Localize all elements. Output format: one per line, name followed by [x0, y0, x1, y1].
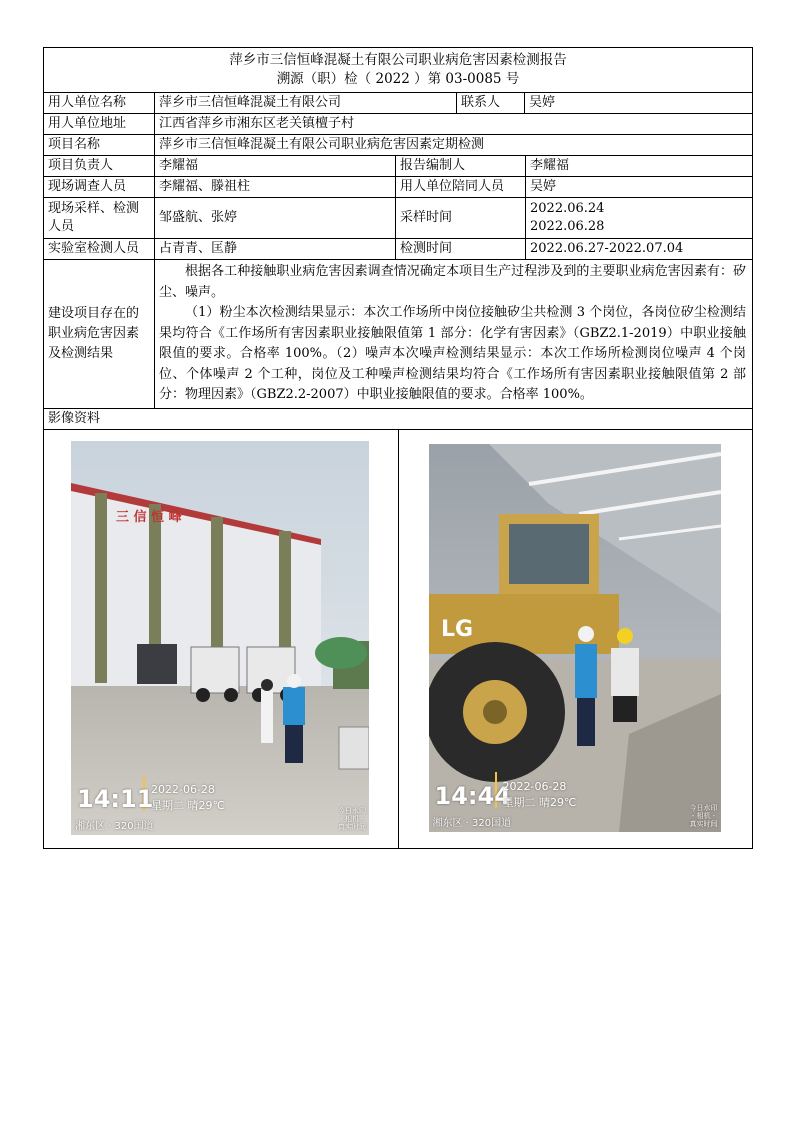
leader-row — [44, 156, 752, 177]
factory-sign-text: 三 信 恒 峰 — [116, 509, 182, 525]
survey-label: 现场调查人员 — [44, 177, 155, 197]
sampling-row — [44, 198, 752, 239]
report-table — [43, 47, 753, 849]
sampling-staff-label: 现场采样、检测人员 — [44, 198, 155, 238]
results-paragraph-1: 根据各工种接触职业病危害因素调查情况确定本项目生产过程涉及到的主要职业病危害因素有：矽尘、噪声。 — [159, 264, 746, 300]
lab-value: 占青青、匡静 — [155, 239, 396, 259]
sampling-time-2: 2022.06.28 — [530, 219, 605, 234]
test-time-value: 2022.06.27-2022.07.04 — [530, 241, 684, 256]
survey-row — [44, 177, 752, 198]
photo-factory — [71, 441, 369, 835]
watermark-date: 2022-06-28 — [502, 779, 567, 793]
photo-loader — [429, 444, 721, 832]
watermark-date: 2022-06-28 — [151, 782, 215, 796]
results-paragraph-2: （1）粉尘本次检测结果显示：本次工作场所中岗位接触矽尘共检测 3 个岗位，各岗位矽尘检测结果均符合《工作场所有害因素职业接触限值第 1 部分：化学有害因素》（GBZ2.1-2019）中职业接触限值的要求。合格率 100%。（2）噪声本次噪声检测结果显示：本次工作场所检测岗位噪声 4 个岗位、个体噪声 2 个工种，岗位及工种噪声检测结果均符合《工作场所有害因素职业接触限值第 2 部分：物理因素》（GBZ2.2-2007）中职业接触限值的要求。合格率 100%。 — [159, 305, 746, 402]
contact-label: 联系人 — [457, 93, 525, 113]
watermark-logo-line-3: 真实时间 — [338, 822, 366, 831]
escort-value: 吴婷 — [530, 179, 557, 194]
loader-brand-text: LG — [440, 616, 473, 642]
employer-row — [44, 93, 752, 114]
watermark-logo — [690, 804, 718, 828]
project-label: 项目名称 — [44, 135, 155, 155]
employer-label: 用人单位名称 — [44, 93, 155, 113]
results-row — [44, 260, 752, 409]
lab-row — [44, 239, 752, 260]
results-text — [155, 260, 752, 408]
image-label-row — [44, 409, 752, 430]
watermark-location: 湘东区 · 320国道 — [432, 817, 512, 829]
author-label: 报告编制人 — [396, 156, 526, 176]
photo-cell-right — [399, 430, 753, 848]
leader-value: 李耀福 — [155, 156, 396, 176]
photo-cell-left — [44, 430, 399, 848]
watermark-weather: 星期二 晴29℃ — [502, 795, 577, 809]
lab-label: 实验室检测人员 — [44, 239, 155, 259]
sampling-time-label: 采样时间 — [396, 198, 526, 238]
watermark-logo-line-3: 真实时间 — [689, 819, 718, 828]
watermark-logo-line-2: - 相机 - — [340, 814, 364, 823]
leader-label: 项目负责人 — [44, 156, 155, 176]
watermark-time: 14:44 — [434, 781, 511, 810]
project-row — [44, 135, 752, 156]
title-row — [44, 48, 752, 93]
watermark-logo-line-1: 今日水印 — [689, 803, 718, 812]
sampling-staff-value: 邹盛航、张婷 — [155, 198, 396, 238]
loader-scene-image — [429, 444, 721, 832]
address-row — [44, 114, 752, 135]
watermark-weather: 星期二 晴29℃ — [151, 798, 225, 812]
factory-scene-image — [71, 441, 369, 835]
watermark-logo-line-2: - 相机 - — [691, 811, 716, 820]
escort-label: 用人单位陪同人员 — [396, 177, 526, 197]
results-label: 建设项目存在的职业病危害因素及检测结果 — [44, 260, 155, 408]
test-time-label: 检测时间 — [396, 239, 526, 259]
photo-row — [44, 430, 752, 848]
address-value: 江西省萍乡市湘东区老关镇檀子村 — [159, 116, 355, 131]
title-cell — [44, 48, 752, 92]
author-value: 李耀福 — [530, 158, 570, 173]
watermark-logo — [338, 807, 366, 831]
survey-value: 李耀福、滕祖柱 — [155, 177, 396, 197]
address-label: 用人单位地址 — [44, 114, 155, 134]
project-value: 萍乡市三信恒峰混凝土有限公司职业病危害因素定期检测 — [159, 137, 485, 152]
sampling-time-values — [526, 198, 752, 238]
watermark-location: 湘东区 · 320国道 — [75, 820, 154, 832]
report-title: 萍乡市三信恒峰混凝土有限公司职业病危害因素检测报告 — [229, 52, 567, 68]
watermark-logo-line-1: 今日水印 — [338, 806, 366, 815]
contact-value: 吴婷 — [529, 95, 556, 110]
image-label: 影像资料 — [48, 410, 101, 426]
watermark-time: 14:11 — [77, 784, 154, 813]
report-number: 溯源（职）检（ 2022 ）第 03-0085 号 — [276, 71, 520, 87]
employer-value: 萍乡市三信恒峰混凝土有限公司 — [155, 93, 457, 113]
sampling-time-1: 2022.06.24 — [530, 201, 605, 216]
